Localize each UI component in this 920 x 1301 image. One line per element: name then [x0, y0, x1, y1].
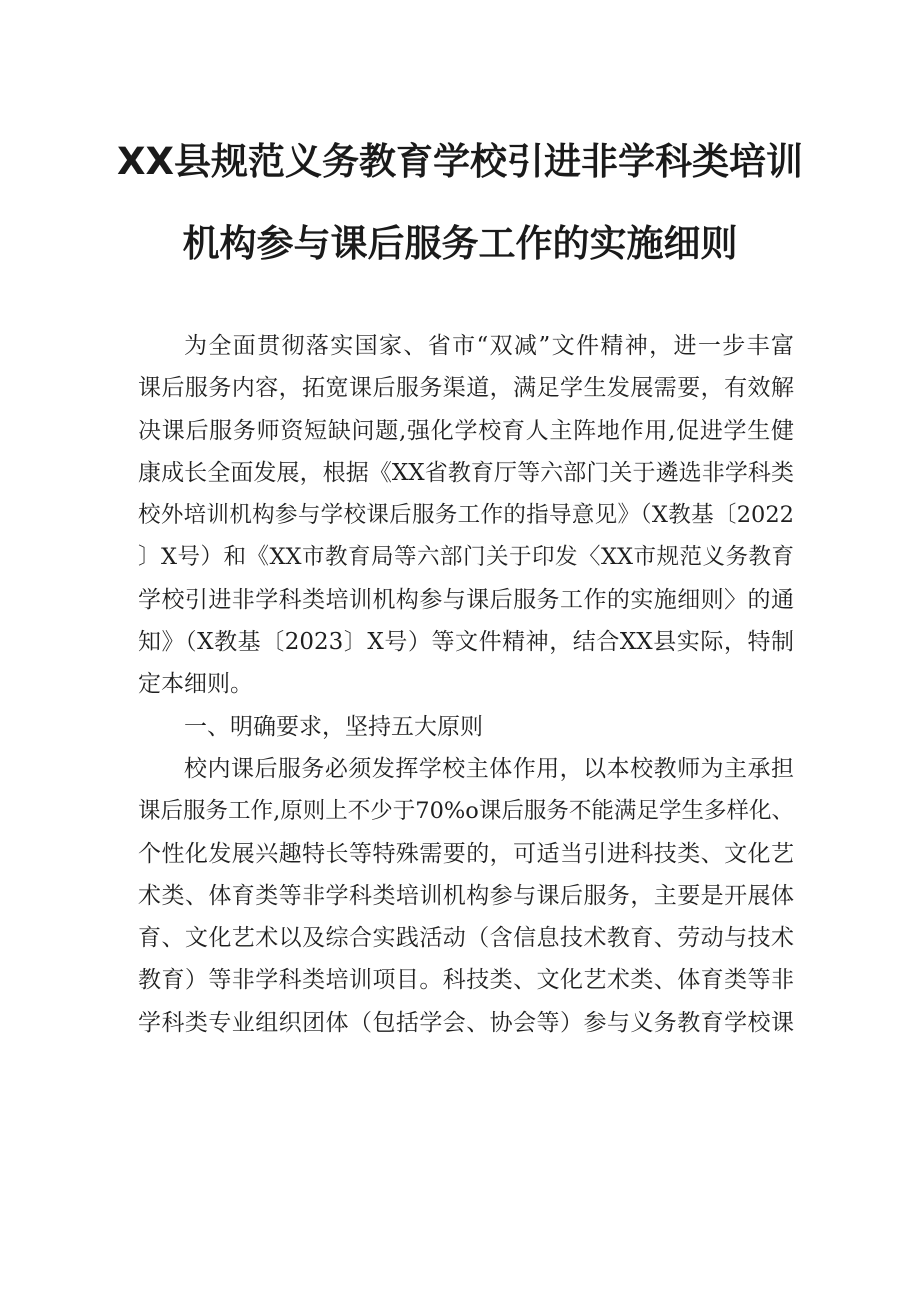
body-line: 课后服务工作,原则上不少于70%o课后服务不能满足学生多样化、 [138, 798, 794, 825]
body-line: 教育）等非学科类培训项目。科技类、文化艺术类、体育类等非 [138, 967, 794, 994]
body-line: 课后服务内容，拓宽课后服务渠道，满足学生发展需要，有效解 [138, 375, 794, 402]
body-line: 学科类专业组织团体（包括学会、协会等）参与义务教育学校课 [138, 1009, 794, 1036]
body-line: 〕X号）和《XX市教育局等六部门关于印发〈XX市规范义务教育 [138, 544, 794, 571]
body-line: 康成长全面发展，根据《XX省教育厅等六部门关于遴选非学科类 [138, 459, 794, 486]
body-line: 育、文化艺术以及综合实践活动（含信息技术教育、劳动与技术 [138, 925, 794, 952]
body-line: 校内课后服务必须发挥学校主体作用，以本校教师为主承担 [184, 755, 794, 782]
body-line: 术类、体育类等非学科类培训机构参与课后服务，主要是开展体 [138, 882, 794, 909]
body-line: 个性化发展兴趣特长等特殊需要的，可适当引进科技类、文化艺 [138, 840, 794, 867]
body-line: 为全面贯彻落实国家、省市“双减”文件精神，进一步丰富 [184, 333, 794, 359]
body-line: 决课后服务师资短缺问题,强化学校育人主阵地作用,促进学生健 [138, 417, 794, 444]
document-title-line-2: 机构参与课后服务工作的实施细则 [182, 222, 738, 265]
body-line: 知》（X教基〔2023〕X号）等文件精神，结合XX县实际，特制 [138, 629, 794, 656]
body-line: 校外培训机构参与学校课后服务工作的指导意见》（X教基〔2022 [138, 502, 794, 529]
document-body [138, 325, 794, 1044]
body-line: 学校引进非学科类培训机构参与课后服务工作的实施细则〉的通 [138, 586, 794, 613]
document-title-line-1: XX县规范义务教育学校引进非学科类培训 [116, 140, 804, 183]
body-line: 定本细则。 [138, 671, 253, 698]
section-heading: 一、明确要求，坚持五大原则 [184, 713, 483, 740]
